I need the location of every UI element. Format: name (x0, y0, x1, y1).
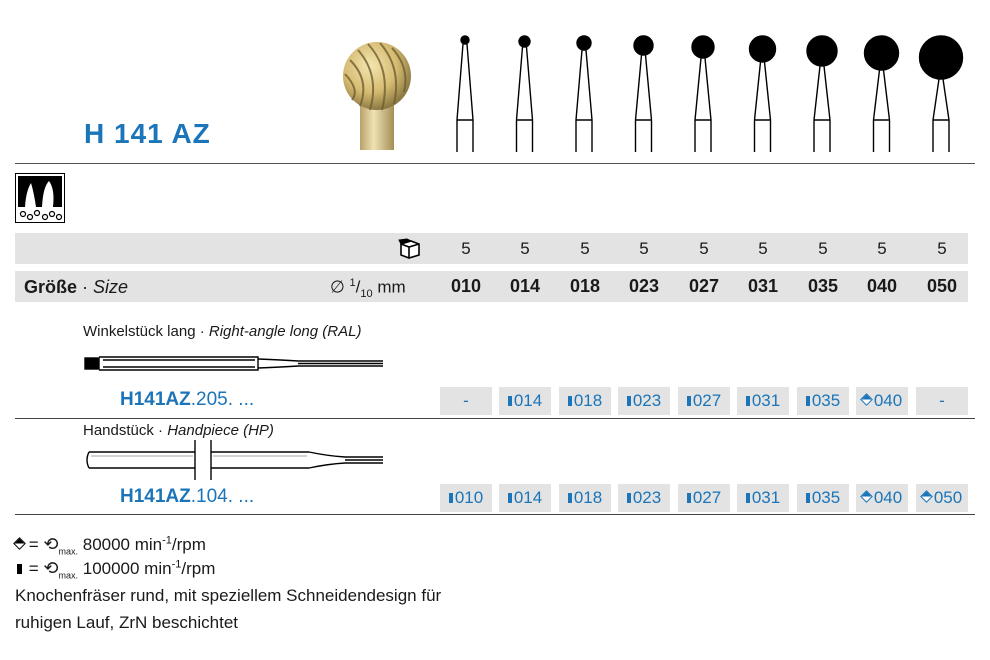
ral-cell: 014 (499, 387, 551, 415)
size-cell: 023 (618, 271, 670, 302)
diamond-marker-icon (13, 537, 26, 550)
hp-cell: 040 (856, 484, 908, 512)
bur-photo (340, 40, 416, 150)
rotation-icon: ⟲ (43, 558, 59, 578)
pack-cell: 5 (559, 233, 611, 264)
size-cell: 040 (856, 271, 908, 302)
top-divider (15, 163, 975, 164)
legend-square: = $⟲_{max.}$ 100000 $\min^{-1}$/rpm (15, 558, 215, 580)
ral-cell: 027 (678, 387, 730, 415)
rotation-icon: ⟲ (43, 534, 59, 554)
bur-head-icon (920, 36, 963, 79)
square-marker-icon (17, 564, 22, 574)
square-marker-icon (449, 493, 453, 503)
square-marker-icon (508, 396, 512, 406)
hp-cell: 023 (618, 484, 670, 512)
diamond-marker-icon (860, 393, 873, 406)
hp-product-code: H141AZ.104. ... (120, 486, 255, 507)
square-marker-icon (806, 493, 810, 503)
hp-cell: 050 (916, 484, 968, 512)
pack-cell: 5 (916, 233, 968, 264)
bur-neck-icon (695, 58, 711, 152)
ral-product-code: H141AZ.205. ... (120, 389, 255, 410)
ral-hp-divider (15, 418, 975, 419)
bur-head-icon (634, 36, 653, 55)
ral-label: Winkelstück lang · Right-angle long (RAL) (83, 323, 362, 340)
hp-cell: 035 (797, 484, 849, 512)
hp-cell: 014 (499, 484, 551, 512)
bur-neck-icon (457, 44, 473, 152)
size-silhouettes (440, 30, 980, 152)
hp-cell: 031 (737, 484, 789, 512)
diamond-marker-icon (860, 490, 873, 503)
bur-neck-icon (874, 70, 890, 152)
ral-cell: - (916, 387, 968, 415)
square-marker-icon (687, 493, 691, 503)
pack-cell: 5 (440, 233, 492, 264)
bur-head-icon (750, 36, 776, 62)
size-cell: 031 (737, 271, 789, 302)
bottom-divider (15, 514, 975, 515)
square-marker-icon (627, 396, 631, 406)
square-marker-icon (568, 493, 572, 503)
size-cell: 050 (916, 271, 968, 302)
pack-cell: 5 (618, 233, 670, 264)
bur-neck-icon (814, 66, 830, 152)
bur-head-icon (519, 36, 530, 47)
ral-cell: 031 (737, 387, 789, 415)
bur-head-icon (461, 36, 469, 44)
ral-cell: 018 (559, 387, 611, 415)
hp-instrument-drawing (83, 440, 383, 485)
bur-head-icon (807, 36, 837, 66)
square-marker-icon (746, 396, 750, 406)
square-marker-icon (627, 493, 631, 503)
square-marker-icon (746, 493, 750, 503)
pack-cell: 5 (856, 233, 908, 264)
size-cell: 014 (499, 271, 551, 302)
ral-instrument-drawing (83, 352, 383, 374)
hp-cell: 018 (559, 484, 611, 512)
size-cell: 010 (440, 271, 492, 302)
pack-cell: 5 (797, 233, 849, 264)
product-description: Knochenfräser rund, mit speziellem Schneidendesign für ruhigen Lauf, ZrN beschichtet (15, 586, 442, 632)
diamond-marker-icon (920, 490, 933, 503)
bur-head-icon (577, 36, 591, 50)
ral-cell: - (440, 387, 492, 415)
bur-neck-icon (636, 55, 652, 152)
bur-neck-icon (576, 50, 592, 152)
size-cell: 018 (559, 271, 611, 302)
pack-cell: 5 (499, 233, 551, 264)
hp-cell: 027 (678, 484, 730, 512)
hp-cell: 010 (440, 484, 492, 512)
pack-cell: 5 (678, 233, 730, 264)
size-unit: ∅ $^1/_{10}$ mm (330, 277, 406, 301)
square-marker-icon (568, 396, 572, 406)
bur-neck-icon (755, 62, 771, 152)
square-marker-icon (508, 493, 512, 503)
legend-diamond: = $⟲_{max.}$ 80000 $\min^{-1}$/rpm (15, 534, 206, 556)
bur-neck-icon (517, 47, 533, 152)
ral-cell: 023 (618, 387, 670, 415)
bone-indication-icon (15, 173, 65, 223)
bur-head-icon (692, 36, 714, 58)
square-marker-icon (806, 396, 810, 406)
bur-head-icon (865, 36, 899, 70)
square-marker-icon (687, 396, 691, 406)
product-title: H 141 AZ (84, 118, 211, 149)
hp-label: Handstück · Handpiece (HP) (83, 422, 274, 439)
pack-cell: 5 (737, 233, 789, 264)
size-label: Größe · Size (24, 277, 129, 297)
ral-cell: 035 (797, 387, 849, 415)
ral-cell: 040 (856, 387, 908, 415)
package-icon (398, 237, 422, 259)
size-cell: 027 (678, 271, 730, 302)
bur-neck-icon (933, 79, 949, 152)
size-cell: 035 (797, 271, 849, 302)
